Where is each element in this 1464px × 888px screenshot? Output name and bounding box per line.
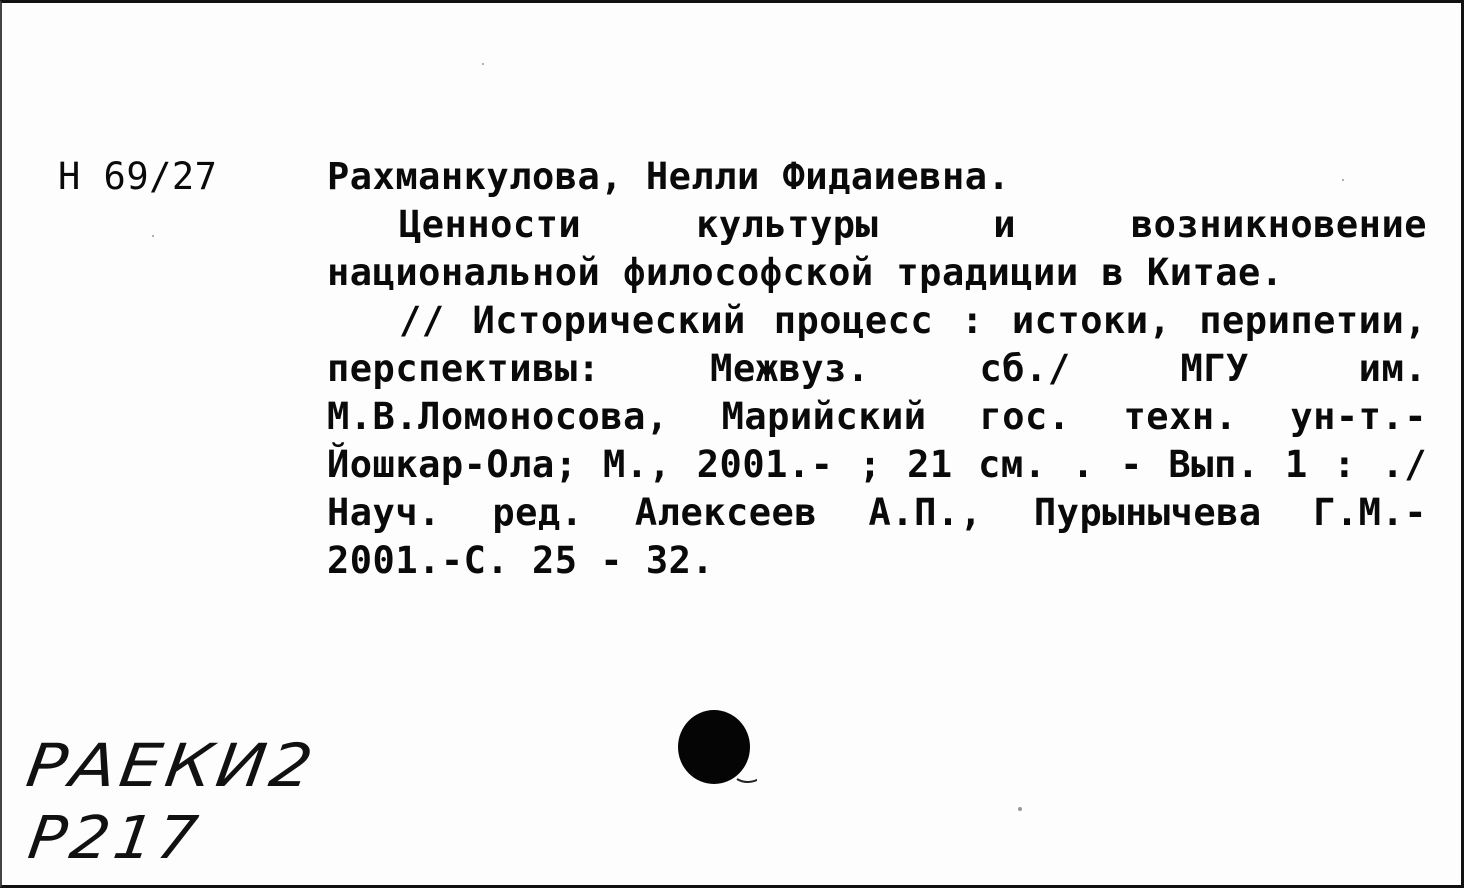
punch-hole-icon [677,709,757,789]
scan-speck [152,235,154,237]
scan-speck [1018,807,1022,811]
author-heading: Рахманкулова, Нелли Фидаиевна. [327,155,1011,198]
scan-speck [482,63,484,65]
title-paragraph: Ценности культуры и возникновение национальной философской традиции в Китае. [327,203,1427,294]
shelfmark: Н 69/27 [58,155,218,198]
handwritten-classification: РАЕКИ2 [22,731,321,801]
source-paragraph: // Исторический процесс : истоки, перипетии, перспективы: Межвуз. сб./ МГУ им. М.В.Ломоносова, Марийский гос. техн. ун-т.- Йошкар-Ола; М., 2001.- ; 21 см. . - Вып. 1 : ./ Науч. ред. Алексеев А.П., Пурынычева Г.М.- 2001.-С. 25 - 32. [327,299,1427,582]
handwritten-code: Р217 [24,803,206,873]
bibliographic-entry [327,153,1427,585]
scan-speck [1342,179,1344,181]
